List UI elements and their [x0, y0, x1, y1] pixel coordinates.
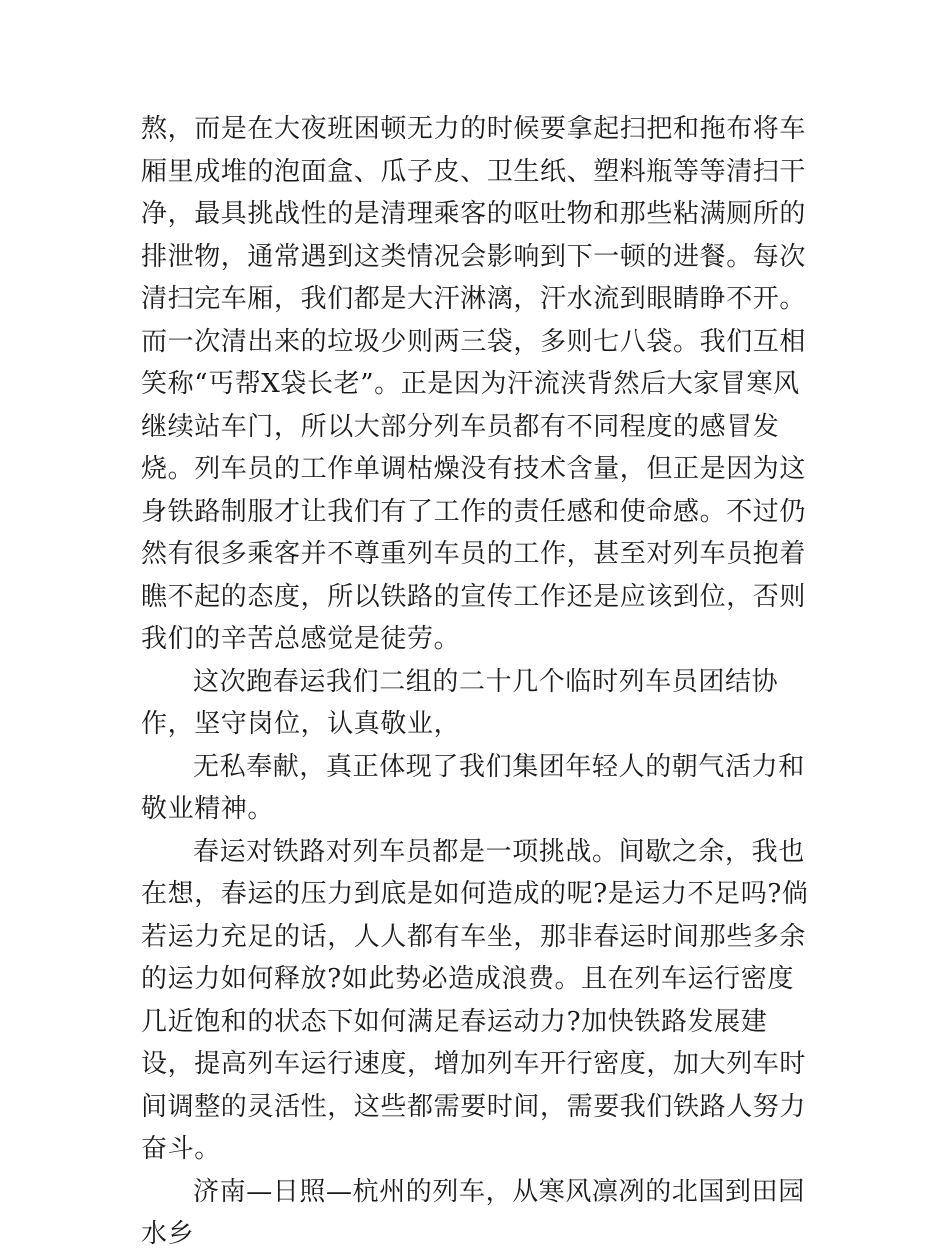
paragraph-3: 无私奉献，真正体现了我们集团年轻人的朝气活力和敬业精神。 — [141, 751, 805, 824]
paragraph-1: 熬，而是在大夜班困顿无力的时候要拿起扫把和拖布将车厢里成堆的泡面盒、瓜子皮、卫生纸、塑料瓶等等清扫干净，最具挑战性的是清理乘客的呕吐物和那些粘满厕所的排泄物，通常遇到这类情况会影响到下一顿的进餐。每次清扫完车厢，我们都是大汗淋漓，汗水流到眼睛睁不开。而一次清出来的垃圾少则两三袋，多则七八袋。我们互相笑称“丐帮X袋长老”。正是因为汗流浃背然后大家冒寒风继续站车门，所以大部分列车员都有不同程度的感冒发烧。列车员的工作单调枯燥没有技术含量，但正是因为这身铁路制服才让我们有了工作的责任感和使命感。不过仍然有很多乘客并不尊重列车员的工作，甚至对列车员抱着瞧不起的态度，所以铁路的宣传工作还是应该到位，否则我们的辛苦总感觉是徒劳。 — [141, 114, 807, 654]
paragraph-2: 这次跑春运我们二组的二十几个临时列车员团结协作，坚守岗位，认真敬业， — [141, 666, 779, 739]
paragraph-4: 春运对铁路对列车员都是一项挑战。间歇之余，我也在想，春运的压力到底是如何造成的呢?是运力不足吗?倘若运力充足的话，人人都有车坐，那非春运时间那些多余的运力如何释放?如此势必造成浪费。且在列车运行密度几近饱和的状态下如何满足春运动力?加快铁路发展建设，提高列车运行速度，增加列车开行密度，加大列车时间调整的灵活性，这些都需要时间，需要我们铁路人努力奋斗。 — [141, 836, 809, 1164]
document-body — [141, 108, 813, 1256]
paragraph-5: 济南—日照—杭州的列车，从寒风凛冽的北国到田园水乡 — [141, 1176, 805, 1249]
